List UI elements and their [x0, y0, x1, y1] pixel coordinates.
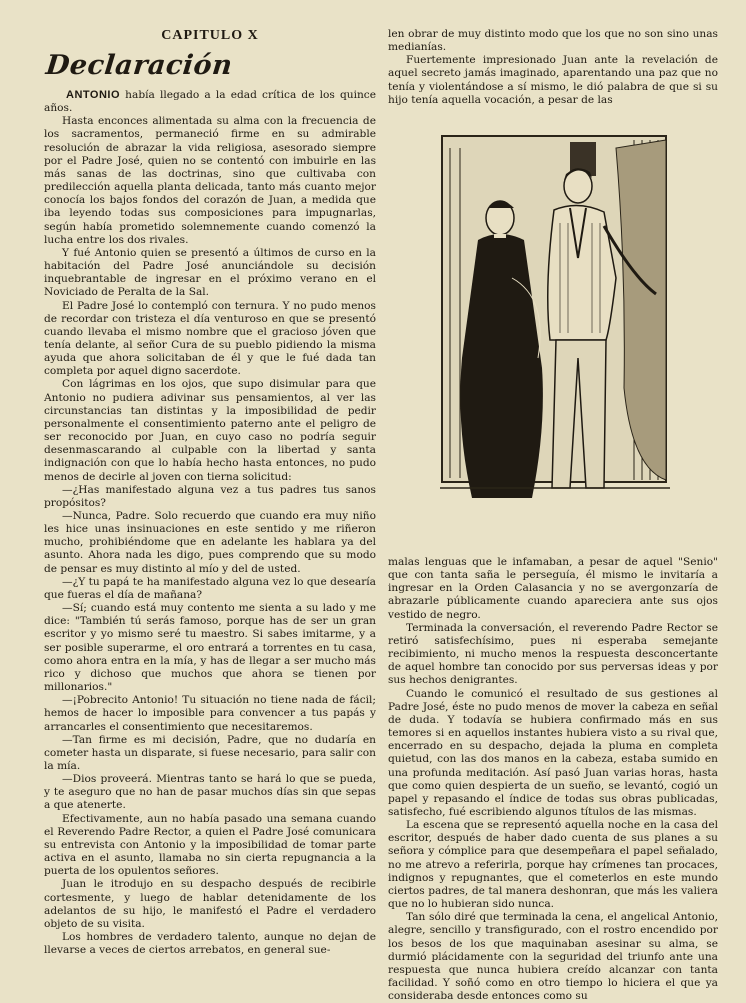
paragraph-text: —¿Y tu papá te ha manifestado alguna vez lo que desearía que fueras el día de mañana? — [44, 575, 376, 601]
paragraph — [388, 622, 718, 688]
paragraph-text: había llegado a la edad crítica de los quince años. — [44, 89, 376, 115]
right-column-top — [388, 28, 718, 107]
left-text-body — [44, 89, 376, 957]
paragraph — [44, 510, 376, 576]
left-column — [44, 28, 376, 957]
paragraph-text: Con lágrimas en los ojos, que supo disimular para que Antonio no pudiera adivinar sus pensamientos, al ver las circunstancias tan distintas y la imposibilidad de pedir personalmente el consentimiento paterno ante el peligro de ser reconocido por Juan, en cuyo caso no podría seguir desenmascarando al culpable con la libertad y santa indignación con que lo había hecho hasta entonces, no pudo menos de decirle al joven con tierna solicitud: — [44, 378, 376, 483]
paragraph — [44, 484, 376, 510]
paragraph-text: Tan sólo diré que terminada la cena, el angelical Antonio, alegre, sencillo y transfigurado, con el rostro encendido por los besos de los que maquinaban asesinar su alma, se durmió plácidamente con la seguridad del triunfo ante una respuesta que nunca hubiera creído alcanzar con tanta facilidad. Y soñó como en otro tiempo lo hiciera el que ya consideraba desde entonces como su — [388, 911, 718, 1003]
paragraph — [44, 813, 376, 879]
paragraph — [44, 734, 376, 773]
chapter-heading: CAPITULO X — [161, 28, 259, 43]
paragraph — [44, 378, 376, 483]
paragraph-text: —Nunca, Padre. Solo recuerdo que cuando era muy niño les hice unas insinuaciones en este sentido y me riñeron mucho, prohibiéndome que en adelante les hablara ya del asunto. Ahora nada les digo, pues comprendo que su modo de pensar es muy distinto al mío y del de usted. — [44, 510, 376, 575]
paragraph — [44, 300, 376, 379]
paragraph-text: Fuertemente impresionado Juan ante la revelación de aquel secreto jamás imaginado, aparentando una paz que no tenía y violentándose a sí mismo, le dió palabra de que si su hijo tenía aquella vocación, a pesar de las — [388, 54, 718, 106]
paragraph-text: Los hombres de verdadero talento, aunque no dejan de llevarse a veces de ciertos arrebatos, en general sue- — [44, 931, 376, 957]
paragraph — [44, 931, 376, 957]
lead-word: ANTONIO — [66, 89, 121, 101]
paragraph-text: —¡Pobrecito Antonio! Tu situación no tiene nada de fácil; hemos de hacer lo imposible para convencer a tus papás y arrancarles el consentimiento que necesitaremos. — [44, 694, 376, 733]
paragraph — [388, 556, 718, 622]
paragraph-text: len obrar de muy distinto modo que los que no son sino unas medianías. — [388, 28, 718, 54]
paragraph-text: Efectivamente, aun no había pasado una semana cuando el Reverendo Padre Rector, a quien el Padre José comunicara su entrevista con Antonio y la imposibilidad de tomar parte activa en el asunto, llamaba no sin cierta repugnancia a la puerta de los opulentos señores. — [44, 812, 376, 878]
paragraph — [44, 247, 376, 300]
right-column-bottom — [388, 556, 718, 1003]
paragraph-text: La escena que se representó aquella noche en la casa del escritor, después de haber dado cuenta de sus planes a su señora y cómplice para que desempeñara el papel señalado, no me atrevo a referirla, porque hay crímenes tan procaces, indignos y repugnantes, que el cometerlos en este mundo ciertos padres, de tal manera deshonran, que más les valiera que no lo hubieran sido nunca. — [388, 819, 718, 911]
right-bottom-text-body — [388, 556, 718, 1003]
paragraph — [44, 773, 376, 812]
paragraph — [44, 576, 376, 602]
paragraph — [44, 694, 376, 733]
paragraph-text: Cuando le comunicó el resultado de sus gestiones al Padre José, éste no pudo menos de mover la cabeza en señal de duda. Y todavía se hubiera confirmado más en sus temores si en aquellos instantes hubiera visto a su rival que, encerrado en su despacho, dejada la pluma en completa quietud, con las dos manos en la cabeza, estaba sumido en una profunda meditación. Así pasó Juan varias horas, hasta que como quien despierta de un sueño, se levantó, cogió un papel y repasando el índice de todas sus obras publicadas, satisfecho, fué escribiendo algunos títulos de las mismas. — [388, 687, 718, 818]
paragraph-text: Terminada la conversación, el reverendo Padre Rector se retiró satisfechísimo, pues ni esperaba semejante recibimiento, ni mucho menos la respuesta desconcertante de aquel hombre tan conocido por sus perversas ideas y por sus hechos denigrantes. — [388, 621, 718, 687]
paragraph-text: Juan le itrodujo en su despacho después de recibirle cortesmente, y luego de hablar detenidamente de los adelantos de su hijo, le manifestó el Padre el verdadero objeto de su visita. — [44, 878, 376, 930]
paragraph-text: El Padre José lo contempló con ternura. Y no pudo menos de recordar con tristeza el día venturoso en que se presentó cuando llevaba el mismo nombre que el gracioso jóven que tenía delante, al señor Cura de su pueblo pidiendo la misma ayuda que ahora solicitaban de él y que le fué dada tan completa por aquel digno sacerdote. — [44, 299, 376, 378]
paragraph — [44, 602, 376, 694]
paragraph-text: —Tan firme es mi decisión, Padre, que no dudaría en cometer hasta un disparate, si fuese necesario, para salir con la mía. — [44, 733, 376, 772]
paragraph — [388, 911, 718, 1003]
paragraph-text: Hasta enconces alimentada su alma con la frecuencia de los sacramentos, permaneció firme en su admirable resolución de abrazar la vida religiosa, asesorado siempre por el Padre José, quien no se contentó con imbuirle en las más sanas de las doctrinas, sino que cultivaba con predilección aquella planta delicada, tanto más cuanto mejor conocía los bajos fondos del corazón de Juan, a medida que iba leyendo todas sus composiciones para impugnarlas, según había prometido solemnemente cuando comenzó la lucha entre los dos rivales. — [44, 115, 376, 246]
paragraph — [388, 28, 718, 54]
paragraph-text: —Dios proveerá. Mientras tanto se hará lo que se pueda, y te aseguro que no han de pasar muchos días sin que sepas a que atenerte. — [44, 773, 376, 812]
paragraph — [388, 819, 718, 911]
paragraph — [44, 878, 376, 931]
paragraph — [388, 54, 718, 107]
paragraph — [44, 89, 376, 115]
paragraph — [44, 115, 376, 247]
paragraph-text: Y fué Antonio quien se presentó a últimos de curso en la habitación del Padre José anunciándole su decisión inquebrantable de ingresar en el próximo verano en el Noviciado de Peralta de la Sal. — [44, 246, 376, 299]
chapter-title: Declaración — [44, 50, 234, 81]
paragraph-text: malas lenguas que le infamaban, a pesar de aquel "Senio" que con tanta saña le perseguía, él mismo le invitaría a ingresar en la Orden Calasancia y no se avergonzaría de abrazarle públicamente cuando apareciera ante sus ojos vestido de negro. — [388, 556, 718, 621]
paragraph-text: —¿Has manifestado alguna vez a tus padres tus sanos propósitos? — [44, 483, 376, 509]
paragraph — [388, 688, 718, 820]
priest-and-man-illustration — [420, 128, 682, 508]
paragraph-text: —Sí; cuando está muy contento me sienta a su lado y me dice: "También tú serás famoso, porque has de ser un gran escritor y yo mismo seré tu maestro. Si sabes imitarme, y a ser posible superarme, el oro entrará a torrentes en tu casa, como ahora entra en la mía, y has de llegar a ser mucho más rico y dichoso que muchos que ahora se tienen por millonarios." — [44, 602, 376, 694]
right-top-text-body — [388, 28, 718, 107]
